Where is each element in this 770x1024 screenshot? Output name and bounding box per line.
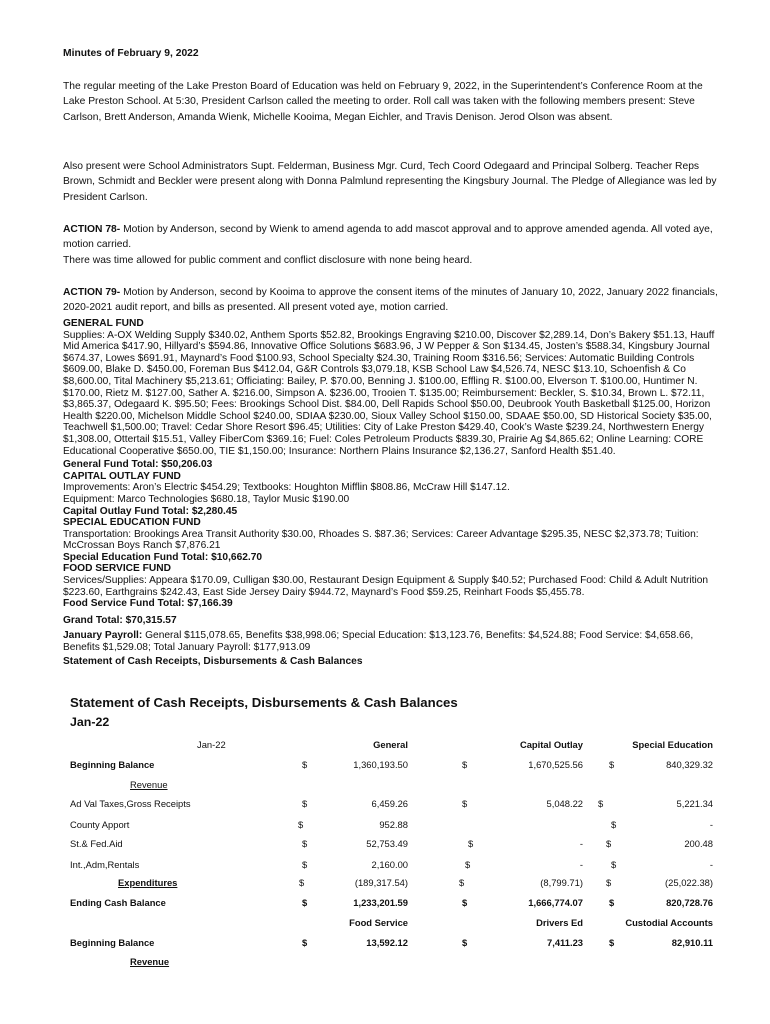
currency-sign: $ <box>462 798 468 809</box>
cell-food-begin: 13,592.12 <box>366 937 408 948</box>
currency-sign: $ <box>302 897 308 908</box>
capital-outlay-heading: CAPITAL OUTLAY FUND <box>63 470 181 482</box>
statement-small-heading: Statement of Cash Receipts, Disbursements & Cash Balances <box>63 655 363 667</box>
cell-special-adval: 5,221.34 <box>676 798 713 809</box>
currency-sign: $ <box>299 877 305 888</box>
cell-capital-ending: 1,666,774.07 <box>528 897 583 908</box>
cell-capital-begin: 1,670,525.56 <box>528 759 583 770</box>
cell-capital-rentals: - <box>579 859 583 870</box>
special-ed-body: Transportation: Brookings Area Transit Authority $30.00, Rhoades S. $87.36; Services: Career Advantage $295.35, NESC $2,373.78; Tuition: McCrossan Boys Ranch $7,876.21 <box>63 528 699 552</box>
cell-special-ending: 820,728.76 <box>666 897 713 908</box>
currency-sign: $ <box>302 859 308 870</box>
action-79-label: ACTION 79- <box>63 287 121 298</box>
currency-sign: $ <box>468 838 474 849</box>
row-label-beginning-balance: Beginning Balance <box>70 759 155 770</box>
intro-paragraph: The regular meeting of the Lake Preston Board of Education was held on February 9, 2022, in the Superintendent’s Conference Room at the Lake Preston School. At 5:30, President Carlson called the meeting to order. Roll call was taken with the following members present: Steve Carlson, Brett Anderson, Amanda Wienk, Michelle Kooima, Megan Eichler, and Travis Denison. Jerod Olson was absent. <box>63 81 703 123</box>
cell-general-aid: 52,753.49 <box>366 838 408 849</box>
row-label-ad-val: Ad Val Taxes,Gross Receipts <box>70 798 191 809</box>
action-79-text: Motion by Anderson, second by Kooima to approve the consent items of the minutes of January 10, 2022, January 2022 financials, 2020-2021 audit report, and bills as presented. All present voted aye, motion carried. <box>63 287 718 314</box>
food-service-total: Food Service Fund Total: $7,166.39 <box>63 598 233 610</box>
cell-general-rentals: 2,160.00 <box>371 859 408 870</box>
grand-total: Grand Total: $70,315.57 <box>63 614 177 626</box>
revenue-label-2: Revenue <box>130 956 170 967</box>
currency-sign: $ <box>598 798 604 809</box>
general-fund-total: General Fund Total: $50,206.03 <box>63 459 213 471</box>
currency-sign: $ <box>609 897 615 908</box>
public-comment-text: There was time allowed for public comment and conflict disclosure with none being heard. <box>63 254 473 266</box>
capital-outlay-total: Capital Outlay Fund Total: $2,280.45 <box>63 505 238 517</box>
col-header-general: General <box>373 739 408 750</box>
col-header-drivers-ed: Drivers Ed <box>536 917 583 928</box>
cell-capital-adval: 5,048.22 <box>546 798 583 809</box>
cell-drivers-begin: 7,411.23 <box>547 937 583 948</box>
cell-capital-aid: - <box>579 838 583 849</box>
currency-sign: $ <box>302 937 308 948</box>
special-ed-heading: SPECIAL EDUCATION FUND <box>63 517 201 529</box>
col-header-capital-outlay: Capital Outlay <box>519 739 583 750</box>
currency-sign: $ <box>611 859 617 870</box>
expenditures-label: Expenditures <box>118 877 178 888</box>
cell-general-county: 952.88 <box>379 819 408 830</box>
general-fund-section <box>63 318 728 667</box>
statement-month: Jan-22 <box>70 715 110 729</box>
currency-sign: $ <box>302 798 308 809</box>
cell-special-aid: 200.48 <box>684 838 713 849</box>
payroll-label: January Payroll: <box>63 630 143 642</box>
general-fund-heading: GENERAL FUND <box>63 318 144 329</box>
cell-capital-expend: (8,799.71) <box>540 877 583 888</box>
currency-sign: $ <box>459 877 465 888</box>
capital-outlay-line-1: Improvements: Aron’s Electric $454.29; Textbooks: Houghton Mifflin $808.86, McCraw Hill $147.12. <box>63 482 510 494</box>
row-label-county-apport: County Apport <box>70 819 130 830</box>
currency-sign: $ <box>298 819 304 830</box>
action-78-paragraph <box>63 222 723 268</box>
currency-sign: $ <box>611 819 617 830</box>
cell-special-expend: (25,022.38) <box>665 877 713 888</box>
cell-special-county: - <box>709 819 713 830</box>
minutes-title: Minutes of February 9, 2022 <box>63 48 199 59</box>
col-header-food-service: Food Service <box>349 917 408 928</box>
currency-sign: $ <box>606 838 612 849</box>
food-service-body: Services/Supplies: Appeara $170.09, Culligan $30.00, Restaurant Design Equipment & Supply $40.52; Purchased Food: Child & Adult Nutrition $223.60, Earthgrains $242.43, East Side Jersey Dairy $944.72, Maynard’s Food $59.25, Reinhart Foods $5,455.78. <box>63 575 709 598</box>
special-ed-total: Special Education Fund Total: $10,662.70 <box>63 551 263 563</box>
cell-special-begin: 840,329.32 <box>666 759 713 770</box>
currency-sign: $ <box>462 937 468 948</box>
row-label-ending-cash-balance: Ending Cash Balance <box>70 897 166 908</box>
col-header-custodial-accounts: Custodial Accounts <box>625 917 713 928</box>
action-78-label: ACTION 78- <box>63 224 121 235</box>
currency-sign: $ <box>462 897 468 908</box>
cell-general-begin: 1,360,193.50 <box>353 759 408 770</box>
capital-outlay-line-2: Equipment: Marco Technologies $680.18, Taylor Music $190.00 <box>63 493 350 505</box>
action-79-paragraph <box>63 285 723 316</box>
cell-general-adval: 6,459.26 <box>371 798 408 809</box>
action-78-text: Motion by Anderson, second by Wienk to amend agenda to add mascot approval and to approve amended agenda. All voted aye, motion carried. <box>63 224 713 251</box>
statement-title: Statement of Cash Receipts, Disbursements & Cash Balances <box>70 695 458 710</box>
currency-sign: $ <box>302 838 308 849</box>
row-label-beginning-balance-2: Beginning Balance <box>70 937 155 948</box>
cell-general-expend: (189,317.54) <box>354 877 408 888</box>
currency-sign: $ <box>606 877 612 888</box>
payroll-text: General $115,078.65, Benefits $38,998.06; Special Education: $13,123.76, Benefits: $4,524.88; Food Service: $4,658.66, Benefits $1,529.08; Total January Payroll: $177,913.09 <box>63 630 694 654</box>
cell-special-rentals: - <box>709 859 713 870</box>
currency-sign: $ <box>609 759 615 770</box>
cell-general-ending: 1,233,201.59 <box>353 897 408 908</box>
currency-sign: $ <box>302 759 308 770</box>
cell-custodial-begin: 82,910.11 <box>671 937 713 948</box>
currency-sign: $ <box>462 759 468 770</box>
row-label-state-fed-aid: St.& Fed.Aid <box>70 838 123 849</box>
revenue-label: Revenue <box>130 779 168 790</box>
general-fund-body: Supplies: A-OX Welding Supply $340.02, Anthem Sports $52.82, Brookings Engraving $210.00, Discover $2,289.14, Don’s Bakery $51.13, Hauff Mid America $417.90, Hillyard’s $594.86, Innovative Office Solutions $683.96, J W Pepper & Son $134.45, Josten’s $588.34, Kingsbury Journal $674.37, Lowes $691.91, Maynard’s Food $100.93, School Specialty $24.30, Training Room $316.56; Services: Automatic Building Controls $609.00, Blake D. $450.00, Foreman Bus $412.04, G&R Controls $3,079.18, KSB School Law $4,526.74, NESC $13.10, Schoenfish & Co $8,600.00, Tital Machinery $5,213.61; Officiating: Bailey, P. $70.00, Benning J. $100.00, Effling R. $100.00, Elverson T. $100.00, Huntimer N. $170.00, Rietz M. $127.00, Sather A. $216.00, Simpson A. $236.00, Trooien T. $135.00; Reimbursement: Beckler, S. $10.34, Brown L. $72.11, $3,865.37, Odegaard K. $95.50; Fees: Brookings School Dist. $84.00, Dell Rapids School $50.00, Deubrook Youth Basketball $125.00, Horizon Health $220.00, Michelson Middle School $240.00, SDIAA $230.00, Sioux Valley School $150.00, SDAAE $50.00, SD Historical Society $35.00, Teachwell $1,500.00; Travel: Cedar Shore Resort $96.45; Utilities: City of Lake Preston $429.40, Cook’s Waste $239.24, Northwestern Energy $1,308.00, Ottertail $15.51, Valley FiberCom $369.16; Fuel: Coles Petroleum Products $839.30, Prairie Ag $4,865.62; Online Learning: CORE Educational Cooperative $650.00, TIE $1,150.00; Insurance: Northern Plains Insurance $2,136.27, Sanford Health $51.40. <box>63 329 715 457</box>
food-service-heading: FOOD SERVICE FUND <box>63 563 171 575</box>
table-period-label: Jan-22 <box>197 739 226 750</box>
row-label-int-adm-rentals: Int.,Adm,Rentals <box>70 859 140 870</box>
currency-sign: $ <box>465 859 471 870</box>
col-header-special-education: Special Education <box>632 739 713 750</box>
payroll-paragraph <box>63 630 728 653</box>
currency-sign: $ <box>609 937 615 948</box>
present-paragraph: Also present were School Administrators Supt. Felderman, Business Mgr. Curd, Tech Coord Odegaard and Principal Solberg. Teacher Reps Brown, Schmidt and Beckler were present along with Donna Palmlund representing the Kingsbury Journal. The Pledge of Allegiance was led by President Carlson. <box>63 161 717 203</box>
